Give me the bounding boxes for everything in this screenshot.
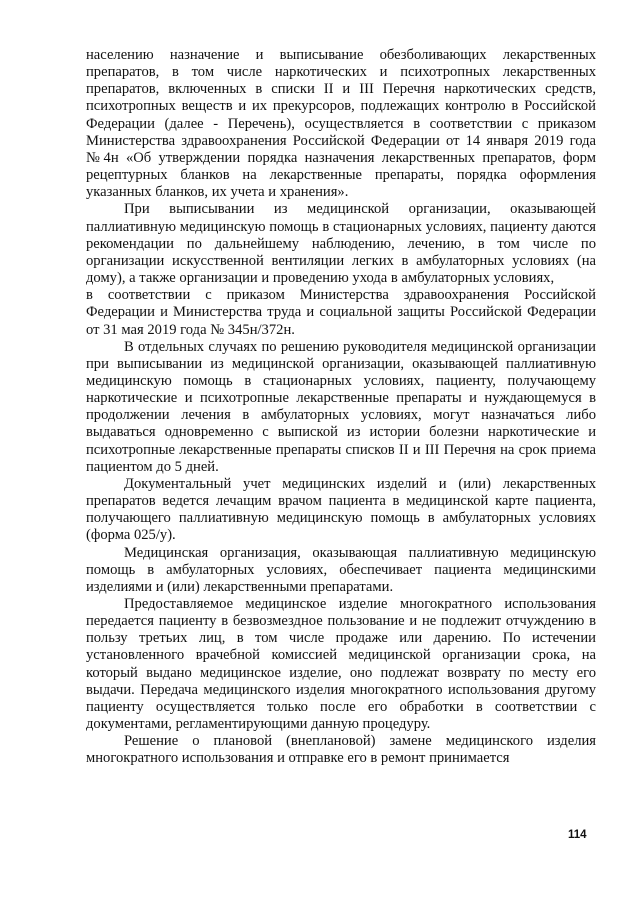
paragraph: Предоставляемое медицинское изделие многократного использования передается пациенту в безвозмездное пользование и не подлежит отчуждению в пользу третьих лиц, в том числе продаже или дарению. По истечении установленного врачебной комиссией медицинской организации срока, на который выдано медицинское изделие, оно подлежат возврату по месту его выдачи. Передача медицинского изделия многократного использования другому пациенту осуществляется только после его обработки в соответствии с документами, регламентирующими данную процедуру. bbox=[86, 596, 596, 733]
paragraph: в соответствии с приказом Министерства здравоохранения Российской Федерации и Министерства труда и социальной защиты Российской Федерации от 31 мая 2019 года № 345н/372н. bbox=[86, 287, 596, 338]
paragraph: Медицинская организация, оказывающая паллиативную медицинскую помощь в амбулаторных условиях, обеспечивает пациента медицинскими изделиями и (или) лекарственными препаратами. bbox=[86, 544, 596, 595]
paragraph: В отдельных случаях по решению руководителя медицинской организации при выписывании из медицинской организации, оказывающей паллиативную медицинскую помощь в стационарных условиях, пациенту, получающему наркотические и психотропные лекарственные препараты и нуждающемуся в продолжении лечения в амбулаторных условиях, могут назначаться либо выдаваться одновременно с выпиской из истории болезни наркотические и психотропные лекарственные препараты списков II и III Перечня на срок приема пациентом до 5 дней. bbox=[86, 338, 596, 475]
paragraph: населению назначение и выписывание обезболивающих лекарственных препаратов, в том числе наркотических и психотропных лекарственных препаратов, включенных в списки II и III Перечня наркотических средств, психотропных веществ и их прекурсоров, подлежащих контролю в Российской Федерации (далее - Перечень), осуществляется в соответствии с приказом Министерства здравоохранения Российской Федерации от 14 января 2019 года №4н «Об утверждении порядка назначения лекарственных препаратов, форм рецептурных бланков на лекарственные препараты, порядка оформления указанных бланков, их учета и хранения». bbox=[86, 47, 596, 201]
paragraph: При выписывании из медицинской организации, оказывающей паллиативную медицинскую помощь в стационарных условиях, пациенту даются рекомендации по дальнейшему наблюдению, лечению, в том числе по организации искусственной вентиляции легких в амбулаторных условиях (на дому), а также организации и проведению ухода в амбулаторных условиях, bbox=[86, 201, 596, 287]
page-number: 114 bbox=[568, 829, 587, 841]
paragraph: Решение о плановой (внеплановой) замене медицинского изделия многократного использования и отправке его в ремонт принимается bbox=[86, 733, 596, 767]
paragraph: Документальный учет медицинских изделий и (или) лекарственных препаратов ведется лечащим врачом пациента в медицинской карте пациента, получающего паллиативную медицинскую помощь в амбулаторных условиях (форма 025/у). bbox=[86, 475, 596, 544]
body-text bbox=[86, 47, 596, 768]
